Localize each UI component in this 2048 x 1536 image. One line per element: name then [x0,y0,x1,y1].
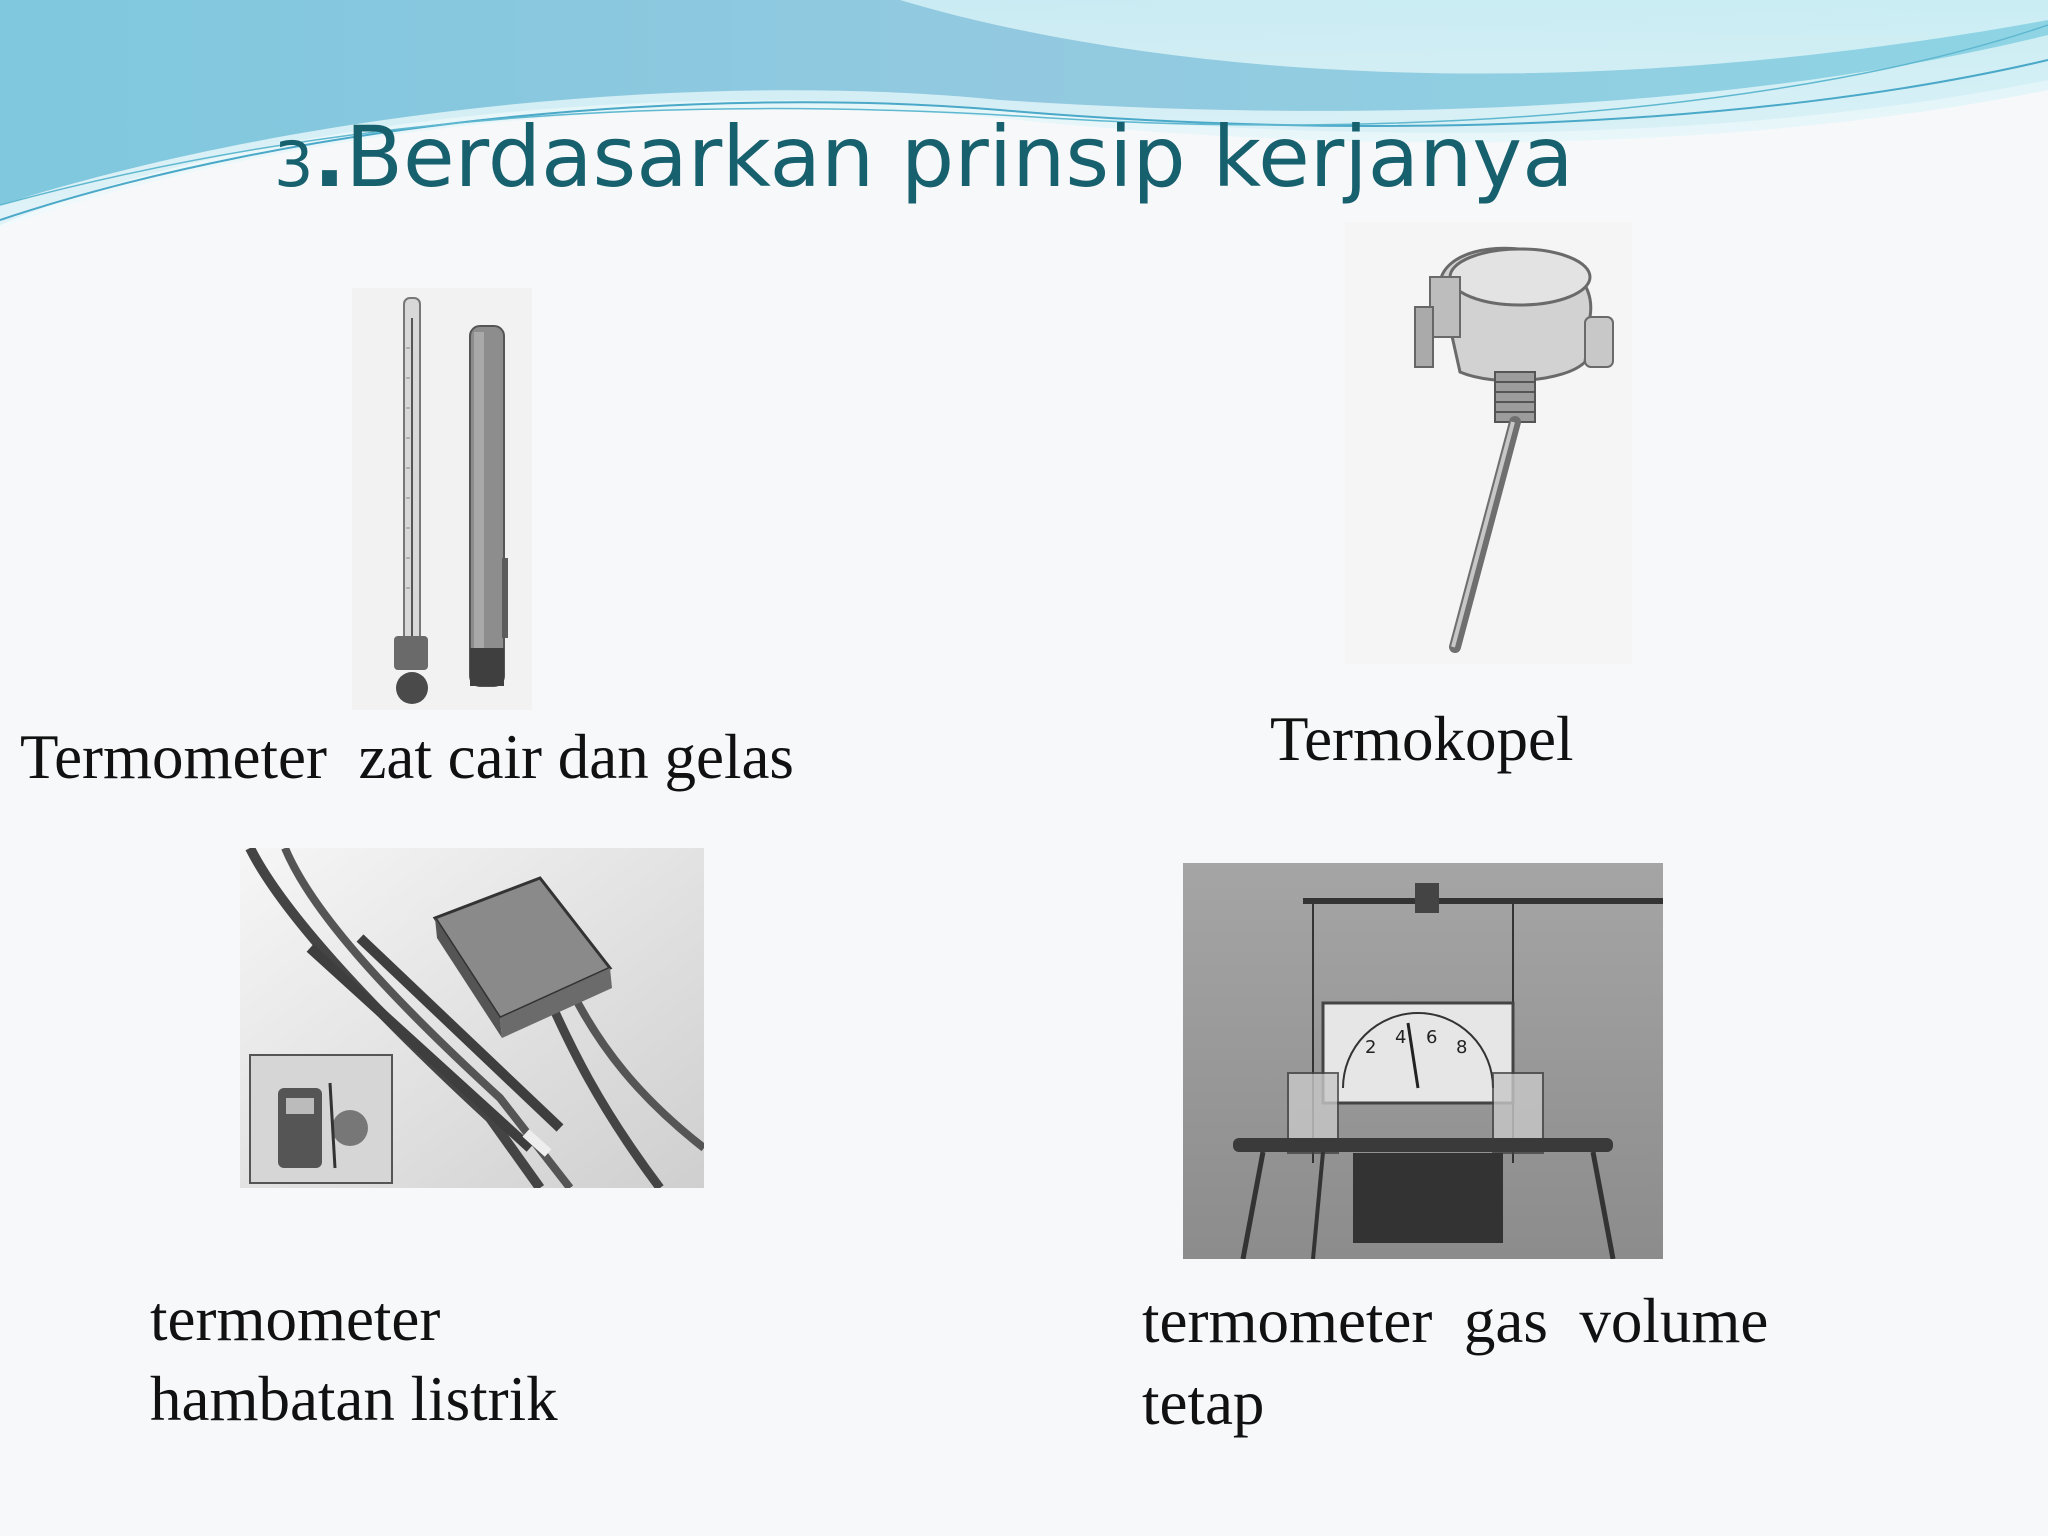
meter-tick-label: 6 [1426,1027,1438,1048]
slide-title [274,102,1674,220]
caption-resistance-line1: termometer [150,1284,441,1354]
meter-tick-label: 2 [1365,1037,1377,1058]
caption-liquid-glass: Termometer zat cair dan gelas [20,722,794,792]
title-separator: . [313,108,346,206]
liquid-glass-thermometer-photo [352,288,532,710]
caption-gas-line1: termometer gas volume [1142,1286,1769,1356]
meter-tick-label: 4 [1395,1027,1407,1048]
gas-thermometer-photo [1183,863,1663,1259]
title-number: 3 [274,128,314,201]
caption-thermocouple: Termokopel [1270,704,1574,774]
thermocouple-photo [1345,222,1632,664]
caption-resistance-line2: hambatan listrik [150,1364,558,1434]
caption-gas-line2: tetap [1142,1368,1265,1438]
resistance-thermometer-photo [240,848,704,1188]
title-text: Berdasarkan prinsip kerjanya [345,108,1574,206]
meter-tick-label: 8 [1456,1037,1468,1058]
